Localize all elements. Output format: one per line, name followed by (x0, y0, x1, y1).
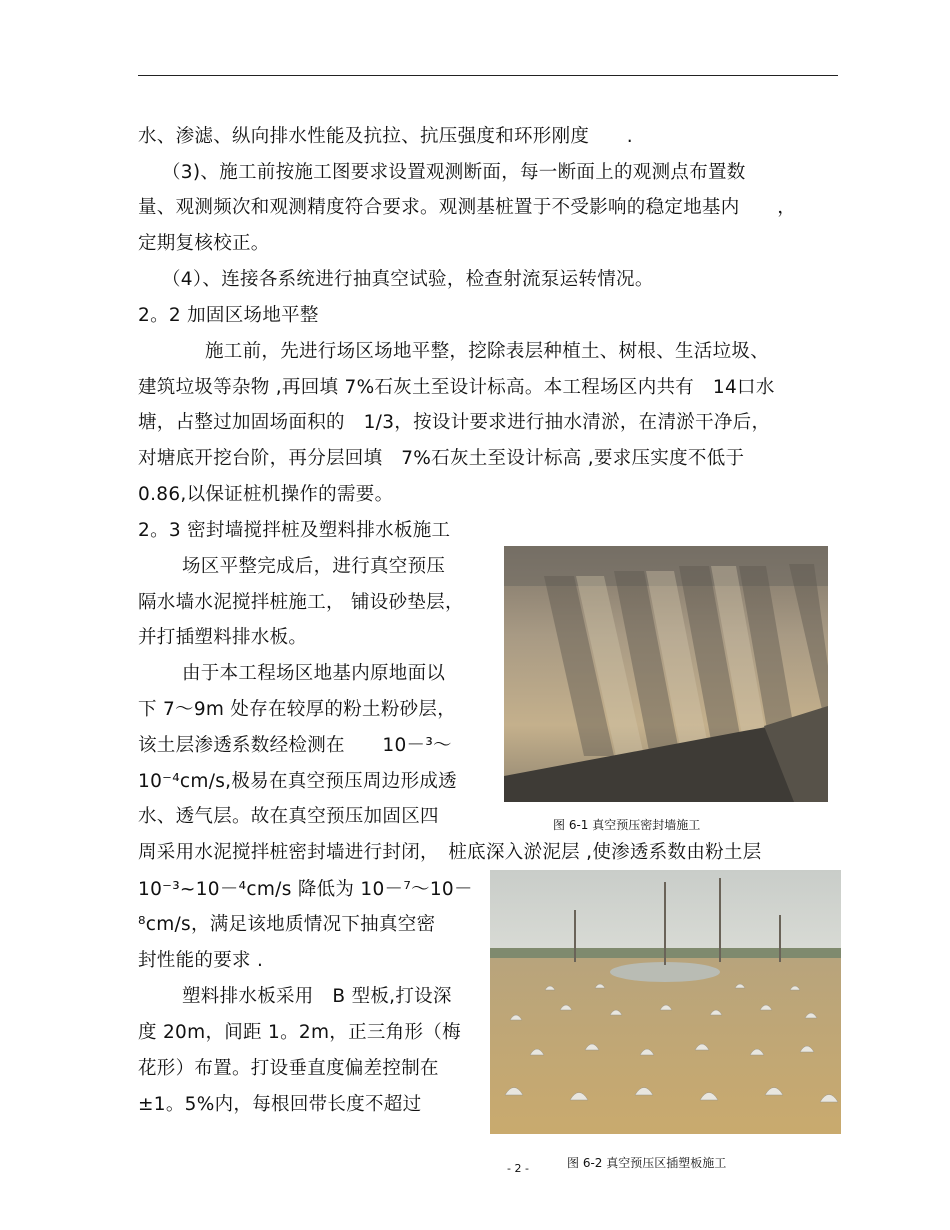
text-line: 封性能的要求 . (138, 950, 264, 971)
figure1-caption: 图 6-1 真空预压密封墙施工 (553, 818, 701, 832)
text-line: 量、观测频次和观测精度符合要求。观测基桩置于不受影响的稳定地基内 ， (138, 197, 797, 218)
text-line: 定期复核校正。 (138, 233, 270, 254)
page-number: - 2 - (507, 1162, 529, 1175)
text-line: 水、透气层。故在真空预压加固区四 (138, 806, 439, 827)
text-line: 10⁻³~10－⁴cm/s 降低为 10－⁷～10－ (138, 879, 473, 900)
text-line: 塘，占整过加固场面积的 1/3，按设计要求进行抽水清淤，在清淤干净后， (138, 412, 771, 433)
text-line: 下 7～9m 处存在较厚的粉土粉砂层， (138, 699, 457, 720)
section-heading: 2。3 密封墙搅拌桩及塑料排水板施工 (138, 520, 451, 541)
figure-sealing-wall-photo (504, 546, 828, 802)
text-line: 水、渗滤、纵向排水性能及抗拉、抗压强度和环形刚度 . (138, 126, 633, 147)
text-line: 0.86,以保证桩机操作的需要。 (138, 484, 394, 505)
figure2-caption: 图 6-2 真空预压区插塑板施工 (567, 1156, 727, 1170)
text-line: ±1。5%内，每根回带长度不超过 (138, 1094, 422, 1115)
text-line: 场区平整完成后，进行真空预压 (182, 556, 446, 577)
text-line: 周采用水泥搅拌桩密封墙进行封闭， 桩底深入淤泥层 ,使渗透系数由粉土层 (138, 842, 762, 863)
text-line: ⁸cm/s，满足该地质情况下抽真空密 (138, 914, 436, 935)
text-line: 塑料排水板采用 B 型板,打设深 (182, 986, 452, 1007)
text-line: （3)、施工前按施工图要求设置观测断面，每一断面上的观测点布置数 (162, 162, 746, 183)
text-line: 该土层渗透系数经检测在 10－³～ (138, 735, 452, 756)
section-heading: 2。2 加固区场地平整 (138, 305, 319, 326)
text-line: 并打插塑料排水板。 (138, 627, 308, 648)
text-line: 度 20m，间距 1。2m，正三角形（梅 (138, 1022, 461, 1043)
text-line: 10⁻⁴cm/s,极易在真空预压周边形成透 (138, 771, 457, 792)
text-line: 建筑垃圾等杂物 ,再回填 7%石灰土至设计标高。本工程场区内共有 14口水 (138, 377, 775, 398)
text-line: （4）、连接各系统进行抽真空试验，检查射流泵运转情况。 (162, 269, 654, 290)
text-line: 对塘底开挖台阶，再分层回填 7%石灰土至设计标高 ,要求压实度不低于 (138, 448, 745, 469)
text-line: 隔水墙水泥搅拌桩施工， 铺设砂垫层， (138, 592, 464, 613)
header-rule (138, 75, 838, 76)
text-line: 花形）布置。打设垂直度偏差控制在 (138, 1058, 439, 1079)
figure-drainage-board-photo (490, 870, 841, 1134)
text-line: 由于本工程场区地基内原地面以 (182, 663, 446, 684)
text-line: 施工前，先进行场区场地平整，挖除表层种植土、树根、生活垃圾、 (205, 341, 770, 362)
